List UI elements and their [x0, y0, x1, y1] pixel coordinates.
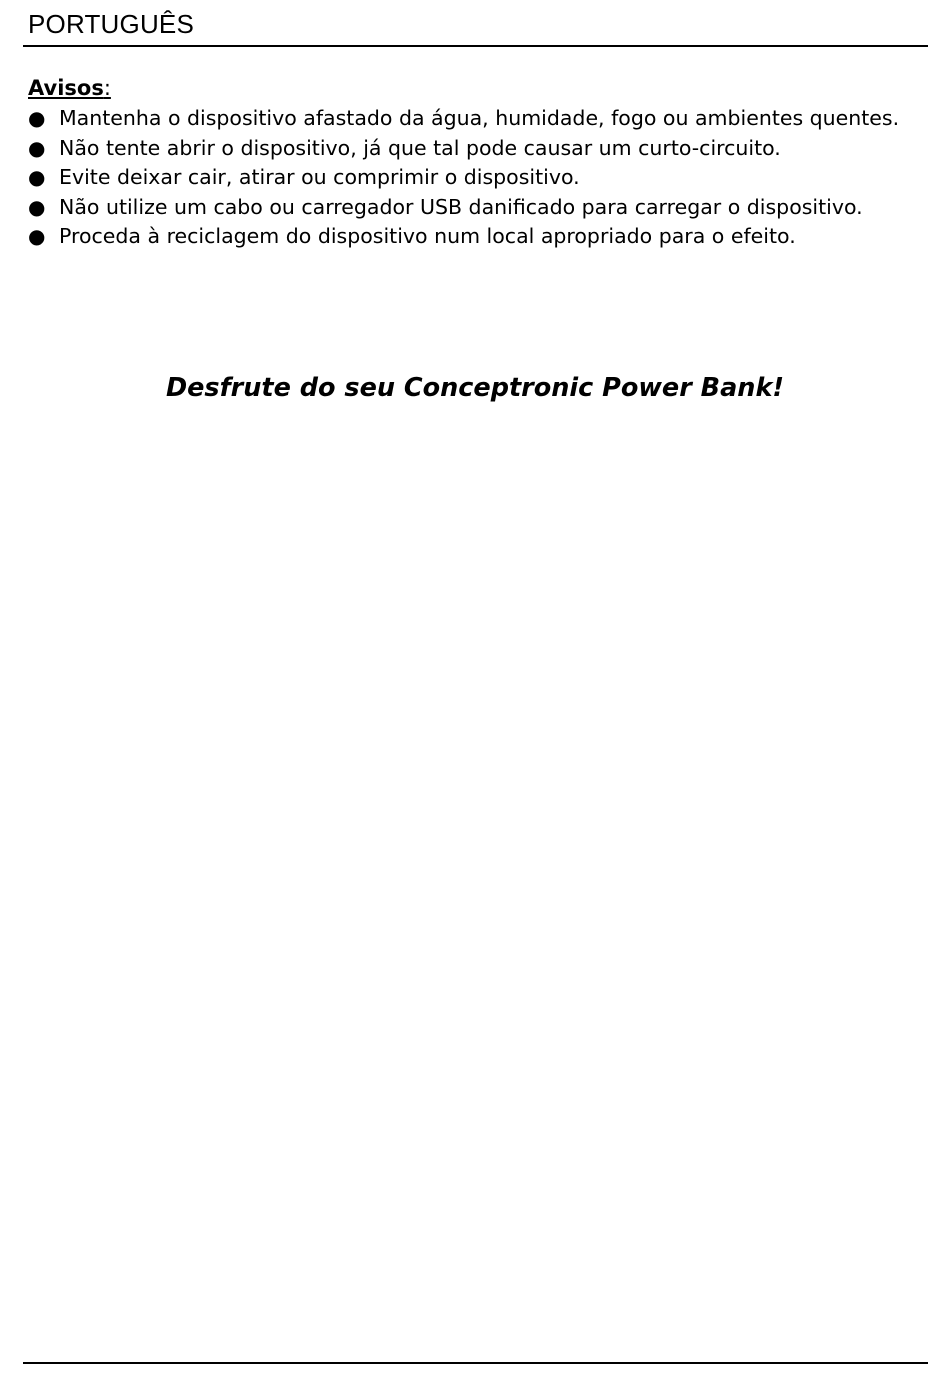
list-item: [28, 163, 928, 193]
bullet-icon: ●: [28, 165, 46, 189]
bullet-icon: ●: [28, 224, 46, 248]
warning-text: Evite deixar cair, atirar ou comprimir o dispositivo.: [59, 165, 580, 189]
warnings-heading-label: Avisos: [28, 76, 104, 100]
bullet-icon: ●: [28, 106, 46, 130]
warnings-heading-colon: :: [103, 76, 111, 100]
footer-divider: [23, 1362, 928, 1364]
bullet-icon: ●: [28, 135, 46, 160]
warning-text: Mantenha o dispositivo afastado da água, humidade, fogo ou ambientes quentes.: [59, 106, 900, 130]
list-item: [28, 193, 928, 223]
warning-text: Não utilize um cabo ou carregador USB danificado para carregar o dispositivo.: [59, 194, 863, 219]
list-item: [28, 104, 928, 134]
header-divider: [23, 45, 928, 47]
list-item: [28, 134, 928, 164]
list-item: [28, 222, 928, 252]
warning-text: Proceda à reciclagem do dispositivo num local apropriado para o efeito.: [59, 224, 796, 248]
bullet-icon: ●: [28, 194, 46, 219]
language-header: PORTUGUÊS: [28, 9, 195, 39]
warning-text: Não tente abrir o dispositivo, já que tal pode causar um curto-circuito.: [59, 135, 781, 160]
warnings-list: [28, 104, 928, 252]
closing-message: Desfrute do seu Conceptronic Power Bank!: [165, 373, 785, 403]
warnings-heading: [28, 74, 111, 102]
